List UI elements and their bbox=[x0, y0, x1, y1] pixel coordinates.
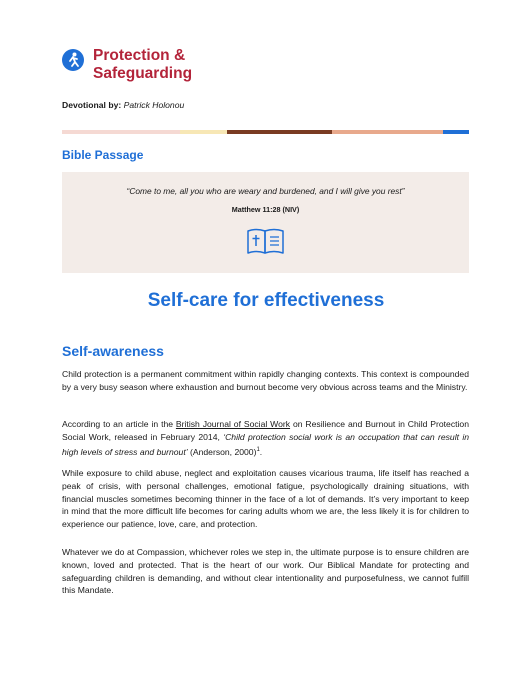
p2-pre: According to an article in the bbox=[62, 419, 176, 429]
page-title: Self-care for effectiveness bbox=[147, 290, 385, 311]
passage-quote: “Come to me, all you who are weary and burdened, and I will give you rest” bbox=[126, 186, 405, 196]
logo-line-1: Protection & bbox=[93, 47, 186, 64]
journal-link[interactable]: British Journal of Social Work bbox=[175, 419, 291, 429]
p2-cite: (Anderson, 2000) bbox=[187, 446, 257, 457]
paragraph-1: Child protection is a permanent commitment within rapidly changing contexts. This context is compounded by a very busy season where exhaustion and burnout become very obvious across teams and the Ministry. bbox=[62, 369, 469, 392]
safeguarding-logo-icon bbox=[62, 49, 84, 71]
color-bar-5 bbox=[443, 130, 469, 134]
color-bar-4 bbox=[332, 130, 443, 134]
bible-passage-box bbox=[62, 172, 469, 273]
p2-mid: on Resilience and Burnout in Child Protection Social Work, released in February 2014, bbox=[62, 419, 469, 442]
bible-passage-heading: Bible Passage bbox=[62, 148, 144, 162]
color-bar-2 bbox=[180, 130, 227, 134]
logo bbox=[62, 47, 192, 83]
logo-text bbox=[93, 47, 192, 83]
color-bar-1 bbox=[62, 130, 180, 134]
p2-quote: ‘Child protection social work is an occupation that can result in high levels of stress and burnout’ bbox=[62, 431, 470, 457]
color-bar-3 bbox=[227, 130, 332, 134]
section-heading: Self-awareness bbox=[62, 343, 164, 359]
paragraph-2 bbox=[62, 418, 469, 458]
devotional-label: Devotional by: bbox=[62, 100, 122, 110]
paragraph-3: While exposure to child abuse, neglect and exploitation causes vicarious trauma, life itself has reached a peak of crisis, with personal challenges, emotional fatigue, psychologically draining situations, with financial muscles sometimes becoming thinner in the face of a lot of demands. It’s very important to keep in mind that the more difficult life becomes for caring adults whom we are, the less likely it is for children to experience our patience, love, care, and protection. bbox=[62, 468, 469, 530]
paragraph-4: Whatever we do at Compassion, whichever roles we step in, the ultimate purpose is to ensure children are known, loved and protected. That is the heart of our work. Our Biblical Mandate for protecting and safeguarding children is demanding, and without clear intentionality and purposefulness, we cannot fulfill this Mandate. bbox=[62, 547, 469, 596]
devotional-author: Patrick Holonou bbox=[123, 100, 185, 110]
passage-reference: Matthew 11:28 (NIV) bbox=[231, 205, 300, 214]
devotional-byline bbox=[62, 100, 184, 110]
footnote-marker[interactable]: 1 bbox=[256, 446, 260, 453]
open-bible-icon bbox=[246, 226, 285, 261]
p2-end: . bbox=[259, 446, 263, 457]
logo-line-2: Safeguarding bbox=[93, 65, 193, 82]
